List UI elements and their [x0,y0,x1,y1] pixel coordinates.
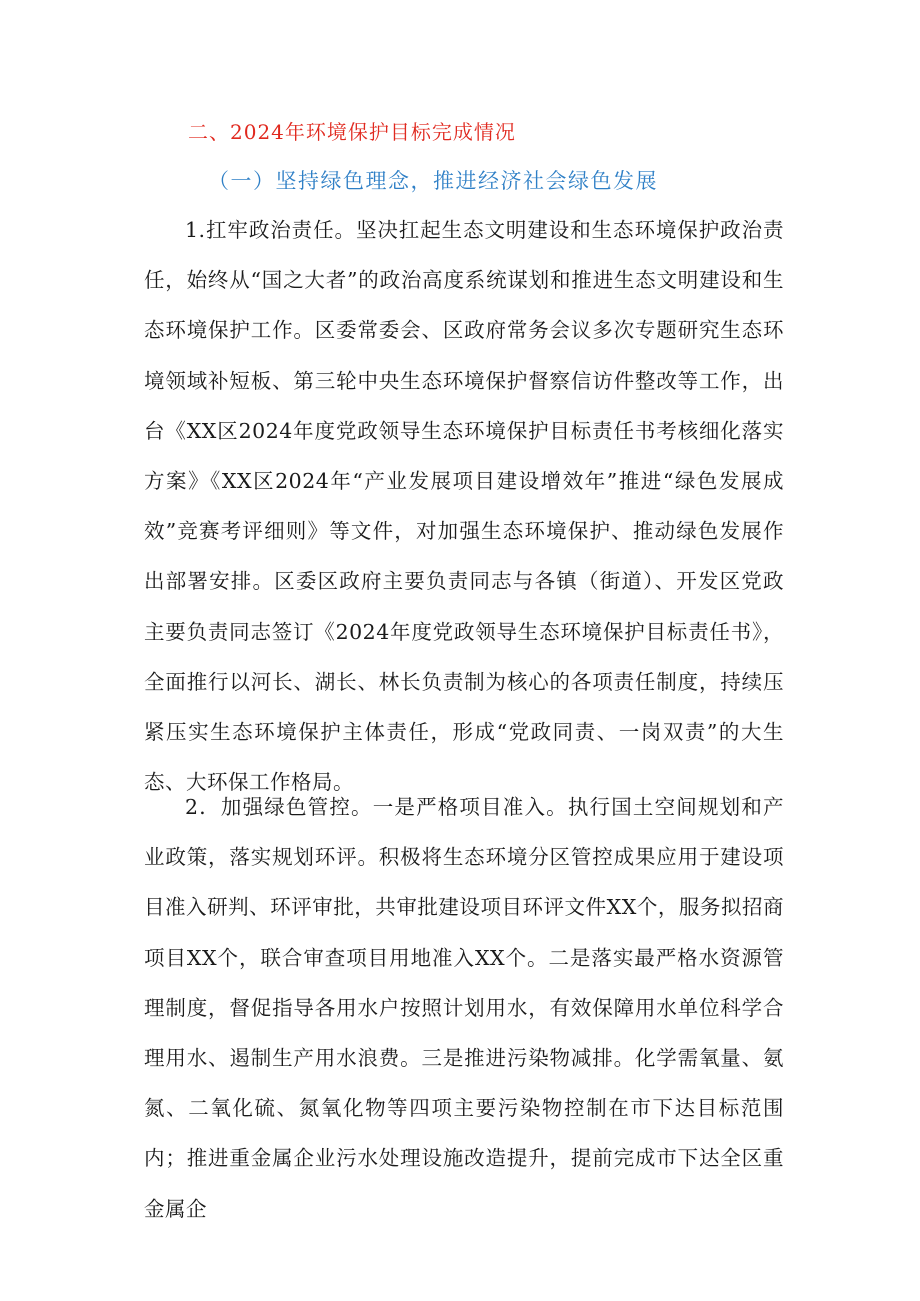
paragraph-body: 坚决扛起生态文明建设和生态环境保护政治责任，始终从“国之大者”的政治高度系统谋划和推进生态文明建设和生态环境保护工作。区委常委会、区政府常务会议多次专题研究生态环境领域补短板、第三轮中央生态环境保护督察信访件整改等工作，出台《XX区2024年度党政领导生态环境保护目标责任书考核细化落实方案》《XX区2024年“产业发展项目建设增效年”推进“绿色发展成效”竞赛考评细则》等文件，对加强生态环境保护、推动绿色发展作出部署安排。区委区政府主要负责同志与各镇（街道）、开发区党政主要负责同志签订《2024年度党政领导生态环境保护目标责任书》，全面推行以河长、湖长、林长负责制为核心的各项责任制度，持续压紧压实生态环境保护主体责任，形成“党政同责、一岗双责”的大生态、大环保工作格局。 [144,218,785,795]
section-heading: 二、2024年环境保护目标完成情况 [188,120,516,144]
paragraph-green-control [144,782,784,1234]
paragraph-political-responsibility [144,205,784,807]
paragraph-body: 一是严格项目准入。执行国土空间规划和产业政策，落实规划环评。积极将生态环境分区管控成果应用于建设项目准入研判、环评审批，共审批建设项目环评文件XX个，服务拟招商项目XX个，联合审查项目用地准入XX个。二是落实最严格水资源管理制度，督促指导各用水户按照计划用水，有效保障用水单位科学合理用水、遏制生产用水浪费。三是推进污染物减排。化学需氧量、氨氮、二氧化硫、氮氧化物等四项主要污染物控制在市下达目标范围内；推进重金属企业污水处理设施改造提升，提前完成市下达全区重金属企 [144,795,785,1221]
subsection-heading: （一）坚持绿色理念，推进经济社会绿色发展 [208,169,658,193]
paragraph-lead: 2．加强绿色管控。 [185,795,373,819]
paragraph-lead: 1.扛牢政治责任。 [185,218,356,242]
